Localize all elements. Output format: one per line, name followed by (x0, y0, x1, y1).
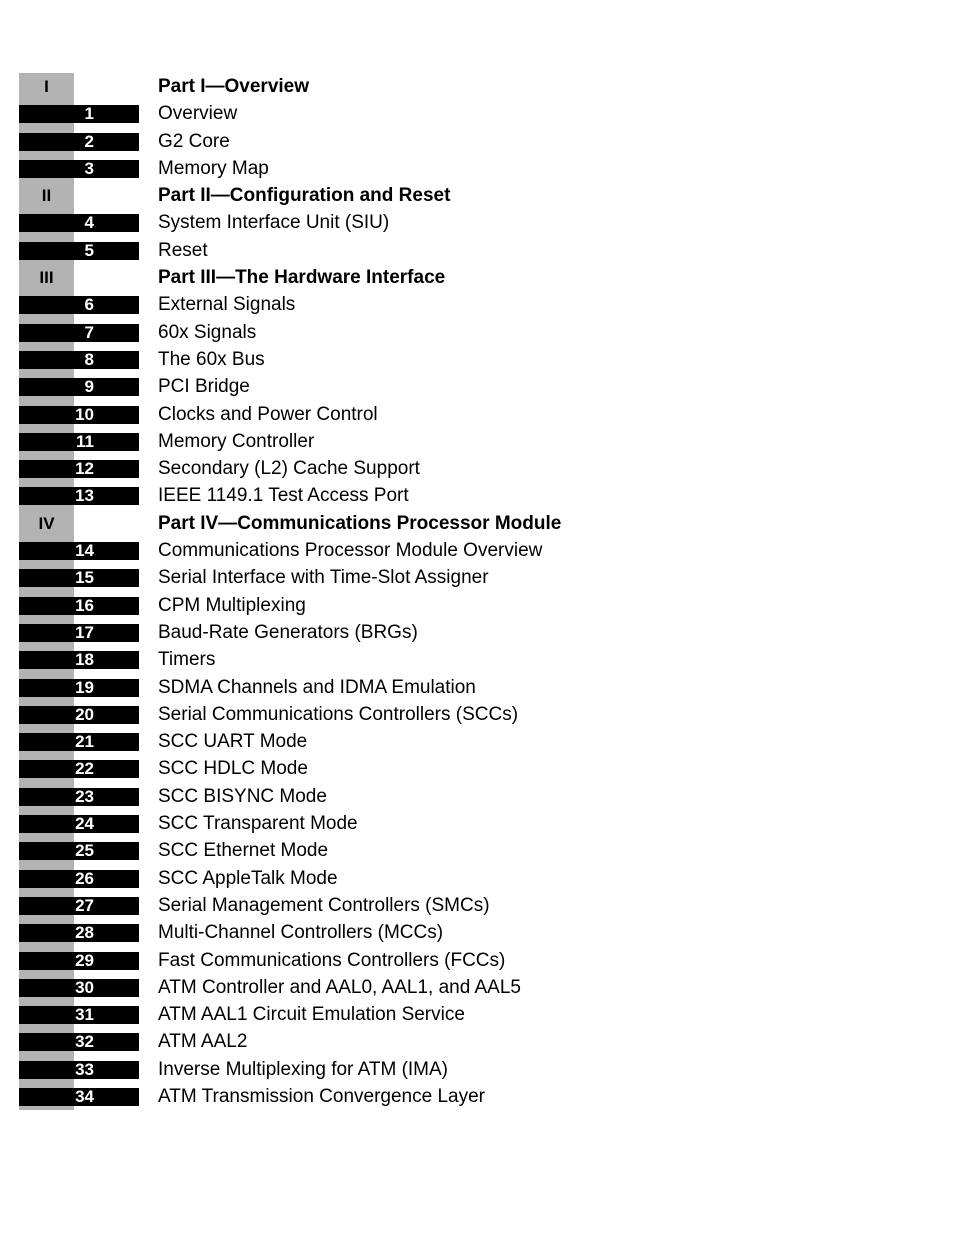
chapter-title[interactable]: SCC HDLC Mode (158, 758, 308, 780)
chapter-row[interactable] (19, 919, 639, 946)
part-title[interactable]: Part III—The Hardware Interface (158, 267, 446, 289)
chapter-number: 14 (75, 541, 94, 561)
chapter-row[interactable] (19, 291, 639, 318)
chapter-row[interactable] (19, 209, 639, 236)
chapter-title[interactable]: Memory Map (158, 157, 269, 179)
chapter-title[interactable]: Memory Controller (158, 430, 315, 452)
chapter-title[interactable]: Clocks and Power Control (158, 403, 378, 425)
chapter-row[interactable] (19, 947, 639, 974)
chapter-number: 26 (75, 868, 94, 888)
chapter-row[interactable] (19, 455, 639, 482)
part-title[interactable]: Part II—Configuration and Reset (158, 185, 451, 207)
chapter-title[interactable]: SCC UART Mode (158, 731, 308, 753)
chapter-number: 5 (84, 240, 94, 260)
chapter-title[interactable]: Multi-Channel Controllers (MCCs) (158, 922, 444, 944)
part-title[interactable]: Part I—Overview (158, 76, 310, 97)
chapter-number: 31 (75, 1005, 94, 1025)
chapter-title[interactable]: External Signals (158, 294, 296, 316)
chapter-row[interactable] (19, 837, 639, 864)
chapter-title[interactable]: Serial Communications Controllers (SCCs) (158, 703, 519, 725)
chapter-number: 23 (75, 786, 94, 806)
chapter-number: 20 (75, 704, 94, 724)
chapter-row[interactable] (19, 892, 639, 919)
chapter-row[interactable] (19, 100, 639, 127)
chapter-row[interactable] (19, 592, 639, 619)
chapter-row[interactable] (19, 1083, 639, 1110)
chapter-row[interactable] (19, 155, 639, 182)
chapter-title[interactable]: ATM Transmission Convergence Layer (158, 1085, 485, 1107)
part-number: III (39, 268, 54, 288)
chapter-row[interactable] (19, 728, 639, 755)
chapter-title[interactable]: System Interface Unit (SIU) (158, 212, 390, 234)
table-of-contents (19, 73, 639, 1110)
chapter-title[interactable]: SCC BISYNC Mode (158, 785, 327, 807)
chapter-title[interactable]: SCC AppleTalk Mode (158, 867, 338, 889)
chapter-title[interactable]: Reset (158, 239, 208, 261)
chapter-number: 3 (84, 158, 94, 178)
chapter-title[interactable]: G2 Core (158, 130, 230, 152)
chapter-title[interactable]: ATM AAL1 Circuit Emulation Service (158, 1004, 465, 1026)
chapter-number: 25 (75, 841, 94, 861)
chapter-title[interactable]: SCC Transparent Mode (158, 813, 358, 835)
chapter-row[interactable] (19, 346, 639, 373)
part-number: II (41, 186, 52, 206)
chapter-row[interactable] (19, 401, 639, 428)
chapter-row[interactable] (19, 564, 639, 591)
chapter-row[interactable] (19, 674, 639, 701)
chapter-number: 6 (84, 295, 94, 315)
chapter-number: 19 (75, 677, 94, 697)
chapter-row[interactable] (19, 646, 639, 673)
chapter-number: 11 (76, 431, 94, 451)
chapter-number: 16 (75, 595, 94, 615)
part-heading-row[interactable] (19, 510, 639, 537)
chapter-title[interactable]: Overview (158, 103, 238, 125)
chapter-number: 10 (75, 404, 94, 424)
chapter-row[interactable] (19, 701, 639, 728)
chapter-row[interactable] (19, 865, 639, 892)
chapter-title[interactable]: Serial Management Controllers (SMCs) (158, 894, 490, 916)
chapter-title[interactable]: ATM AAL2 (158, 1031, 248, 1053)
part-heading-row[interactable] (19, 264, 639, 291)
chapter-title[interactable]: The 60x Bus (158, 348, 265, 370)
chapter-number: 33 (75, 1059, 94, 1079)
chapter-title[interactable]: ATM Controller and AAL0, AAL1, and AAL5 (158, 976, 521, 998)
chapter-title[interactable]: Secondary (L2) Cache Support (158, 458, 420, 480)
part-heading-row[interactable] (19, 182, 639, 209)
chapter-number: 30 (75, 977, 94, 997)
chapter-title[interactable]: Serial Interface with Time-Slot Assigner (158, 567, 489, 589)
chapter-number: 17 (75, 622, 94, 642)
chapter-row[interactable] (19, 1056, 639, 1083)
chapter-row[interactable] (19, 810, 639, 837)
chapter-number: 2 (84, 131, 94, 151)
chapter-title[interactable]: SCC Ethernet Mode (158, 840, 329, 862)
chapter-number: 22 (75, 759, 94, 779)
chapter-row[interactable] (19, 482, 639, 509)
chapter-number: 8 (84, 349, 94, 369)
chapter-title[interactable]: Baud-Rate Generators (BRGs) (158, 621, 418, 643)
chapter-number: 13 (75, 486, 94, 506)
chapter-title[interactable]: Inverse Multiplexing for ATM (IMA) (158, 1058, 449, 1080)
chapter-number: 34 (75, 1086, 94, 1106)
chapter-title[interactable]: IEEE 1149.1 Test Access Port (158, 485, 409, 507)
chapter-row[interactable] (19, 783, 639, 810)
chapter-number: 28 (75, 923, 94, 943)
chapter-row[interactable] (19, 428, 639, 455)
chapter-title[interactable]: Communications Processor Module Overview (158, 540, 543, 562)
chapter-title[interactable]: PCI Bridge (158, 376, 250, 398)
chapter-title[interactable]: SDMA Channels and IDMA Emulation (158, 676, 476, 698)
chapter-number: 27 (75, 895, 94, 915)
part-number: IV (38, 513, 55, 533)
chapter-row[interactable] (19, 755, 639, 782)
chapter-number: 15 (75, 568, 94, 588)
chapter-number: 12 (75, 459, 94, 479)
chapter-row[interactable] (19, 373, 639, 400)
chapter-row[interactable] (19, 237, 639, 264)
chapter-row[interactable] (19, 619, 639, 646)
chapter-number: 21 (75, 732, 94, 752)
chapter-number: 29 (75, 950, 94, 970)
chapter-row[interactable] (19, 537, 639, 564)
chapter-row[interactable] (19, 128, 639, 155)
chapter-number: 7 (84, 322, 94, 342)
chapter-number: 9 (84, 377, 94, 397)
chapter-row[interactable] (19, 1001, 639, 1028)
chapter-row[interactable] (19, 319, 639, 346)
chapter-number: 32 (75, 1032, 94, 1052)
chapter-number: 1 (84, 104, 94, 124)
chapter-title[interactable]: Fast Communications Controllers (FCCs) (158, 949, 506, 971)
chapter-title[interactable]: Timers (158, 649, 216, 671)
chapter-row[interactable] (19, 1028, 639, 1055)
chapter-title[interactable]: CPM Multiplexing (158, 594, 306, 616)
part-heading-row[interactable] (19, 73, 639, 100)
part-title[interactable]: Part IV—Communications Processor Module (158, 512, 562, 534)
chapter-number: 24 (75, 814, 94, 834)
chapter-number: 4 (84, 213, 94, 233)
part-number: I (44, 77, 49, 96)
chapter-title[interactable]: 60x Signals (158, 321, 257, 343)
chapter-number: 18 (75, 650, 94, 670)
chapter-row[interactable] (19, 974, 639, 1001)
